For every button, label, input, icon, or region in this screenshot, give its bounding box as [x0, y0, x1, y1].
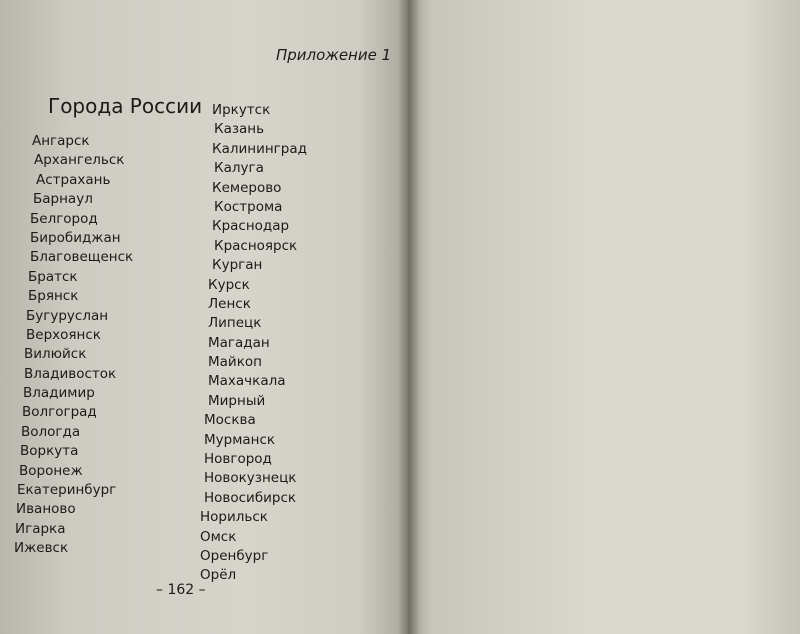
- list-item: Волгоград: [22, 404, 97, 421]
- list-item: Кострома: [214, 198, 283, 215]
- list-item: Новгород: [204, 451, 272, 468]
- list-item: Калуга: [214, 160, 264, 177]
- list-item: Краснодар: [212, 218, 290, 235]
- list-item: Калининград: [212, 140, 307, 157]
- list-item: Курск: [208, 276, 250, 293]
- list-item: Иваново: [16, 501, 76, 518]
- list-item: Казань: [214, 121, 265, 138]
- list-item: Братск: [28, 268, 78, 285]
- list-item: Новосибирск: [204, 489, 297, 506]
- list-item: Москва: [204, 412, 256, 429]
- list-item: Иркутск: [212, 102, 271, 118]
- list-item: Липецк: [208, 315, 262, 332]
- list-item: Кемерово: [212, 179, 282, 196]
- list-item: Мирный: [208, 392, 266, 409]
- list-item: Вологда: [21, 423, 81, 440]
- list-item: Архангельск: [34, 152, 125, 169]
- page-number-left: – 162 –: [156, 582, 206, 598]
- list-item: Вилюйск: [24, 346, 87, 363]
- list-item: Ленск: [208, 295, 251, 312]
- list-item: Омск: [200, 528, 237, 545]
- list-item: Новокузнецк: [204, 470, 297, 487]
- list-item: Биробиджан: [30, 229, 121, 246]
- cities-column-1: [14, 132, 134, 559]
- list-item: Воркута: [20, 443, 79, 460]
- list-item: Майкоп: [208, 354, 262, 371]
- cities-column-2: [200, 101, 307, 586]
- appendix-title: Приложение 1: [276, 46, 392, 64]
- list-item: Благовещенск: [30, 249, 134, 266]
- list-item: Орёл: [200, 567, 237, 584]
- list-item: Курган: [212, 257, 263, 274]
- list-item: Ангарск: [32, 133, 90, 149]
- right-page: [408, 0, 800, 634]
- list-item: Барнаул: [33, 191, 93, 208]
- list-item: Ижевск: [14, 540, 69, 557]
- list-item: Красноярск: [214, 237, 298, 254]
- list-item: Игарка: [15, 520, 66, 537]
- list-item: Екатеринбург: [17, 482, 117, 499]
- list-item: Воронеж: [19, 462, 83, 479]
- list-item: Мурманск: [204, 431, 276, 448]
- list-item: Брянск: [28, 288, 79, 305]
- list-item: Астрахань: [36, 171, 111, 188]
- list-item: Норильск: [200, 509, 268, 526]
- list-item: Магадан: [208, 334, 270, 351]
- list-item: Владимир: [23, 385, 95, 402]
- list-item: Верхоянск: [26, 326, 101, 343]
- list-item: Владивосток: [24, 365, 117, 382]
- list-item: Оренбург: [200, 547, 269, 564]
- list-item: Белгород: [30, 210, 98, 227]
- book-gutter: [398, 0, 420, 634]
- list-item: Махачкала: [208, 373, 286, 390]
- list-item: Бугуруслан: [26, 307, 109, 324]
- cities-heading: Города России: [48, 94, 203, 118]
